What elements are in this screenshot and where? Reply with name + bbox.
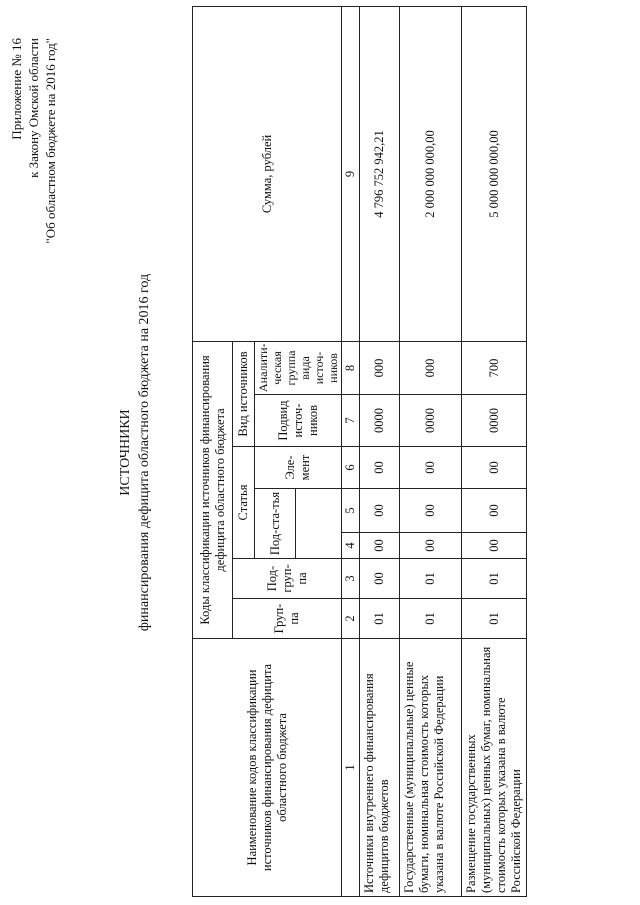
row-article: 00 <box>400 533 462 559</box>
header-sum: Сумма, рублей <box>193 6 342 341</box>
row-group: 01 <box>462 599 527 639</box>
row-article: 00 <box>462 533 527 559</box>
annex-law-title: "Об областном бюджете на 2016 год" <box>43 38 58 244</box>
row-analytic: 700 <box>462 341 527 394</box>
sources-table <box>192 6 527 897</box>
annex-header <box>8 38 59 244</box>
table-row <box>400 6 462 896</box>
row-group: 01 <box>360 599 400 639</box>
row-sum: 5 000 000 000,00 <box>462 6 527 341</box>
header-subkind: Подвид источ-ников <box>255 395 342 447</box>
row-element: 00 <box>360 447 400 489</box>
row-analytic: 000 <box>400 341 462 394</box>
row-sum: 2 000 000 000,00 <box>400 6 462 341</box>
col-number: 4 <box>342 533 360 559</box>
row-name: Государственные (муниципальные) ценные бумаги, номинальная стоимость которых указана в валюте Российской Федерации <box>400 639 462 897</box>
row-name: Источники внутреннего финансирования дефицитов бюджетов <box>360 639 400 897</box>
row-sum: 4 796 752 942,21 <box>360 6 400 341</box>
row-subgroup: 01 <box>462 559 527 599</box>
col-number: 7 <box>342 395 360 447</box>
header-subgroup: Под-груп-па <box>233 559 342 599</box>
col-number: 3 <box>342 559 360 599</box>
col-number: 9 <box>342 6 360 341</box>
col-number: 1 <box>342 639 360 897</box>
table-row <box>360 6 400 896</box>
col-number: 6 <box>342 447 360 489</box>
row-subkind: 0000 <box>360 395 400 447</box>
row-element: 00 <box>462 447 527 489</box>
row-article: 00 <box>360 533 400 559</box>
header-name: Наименование кодов классификации источников финансирования дефицита областного бюджета <box>193 639 342 897</box>
row-subarticle: 00 <box>462 489 527 533</box>
row-subgroup: 00 <box>360 559 400 599</box>
row-subarticle: 00 <box>400 489 462 533</box>
row-element: 00 <box>400 447 462 489</box>
header-spacer <box>296 489 342 559</box>
title-main: ИСТОЧНИКИ <box>118 409 133 496</box>
row-subarticle: 00 <box>360 489 400 533</box>
header-analytic: Аналити-ческая группа вида источ-ников <box>255 341 342 394</box>
title-sub: финансирования дефицита областного бюджета на 2016 год <box>137 273 152 632</box>
row-name: Размещение государственных (муниципальных) ценных бумаг, номинальная стоимость которых указана в валюте Российской Федерации <box>462 639 527 897</box>
row-subkind: 0000 <box>462 395 527 447</box>
annex-number: Приложение № 16 <box>9 38 24 140</box>
header-group: Груп-па <box>233 599 342 639</box>
column-number-row <box>342 6 360 896</box>
header-subarticle: Под-ста-тья <box>255 489 296 559</box>
row-subkind: 0000 <box>400 395 462 447</box>
header-article: Статья <box>233 447 255 559</box>
header-source-kind: Вид источников <box>233 341 255 446</box>
header-codes: Коды классификации источников финансирования дефицита областного бюджета <box>193 341 233 638</box>
header-element: Эле-мент <box>255 447 342 489</box>
col-number: 2 <box>342 599 360 639</box>
table-row <box>462 6 527 896</box>
row-analytic: 000 <box>360 341 400 394</box>
col-number: 5 <box>342 489 360 533</box>
row-group: 01 <box>400 599 462 639</box>
row-subgroup: 01 <box>400 559 462 599</box>
col-number: 8 <box>342 341 360 394</box>
annex-law: к Закону Омской области <box>26 38 41 178</box>
